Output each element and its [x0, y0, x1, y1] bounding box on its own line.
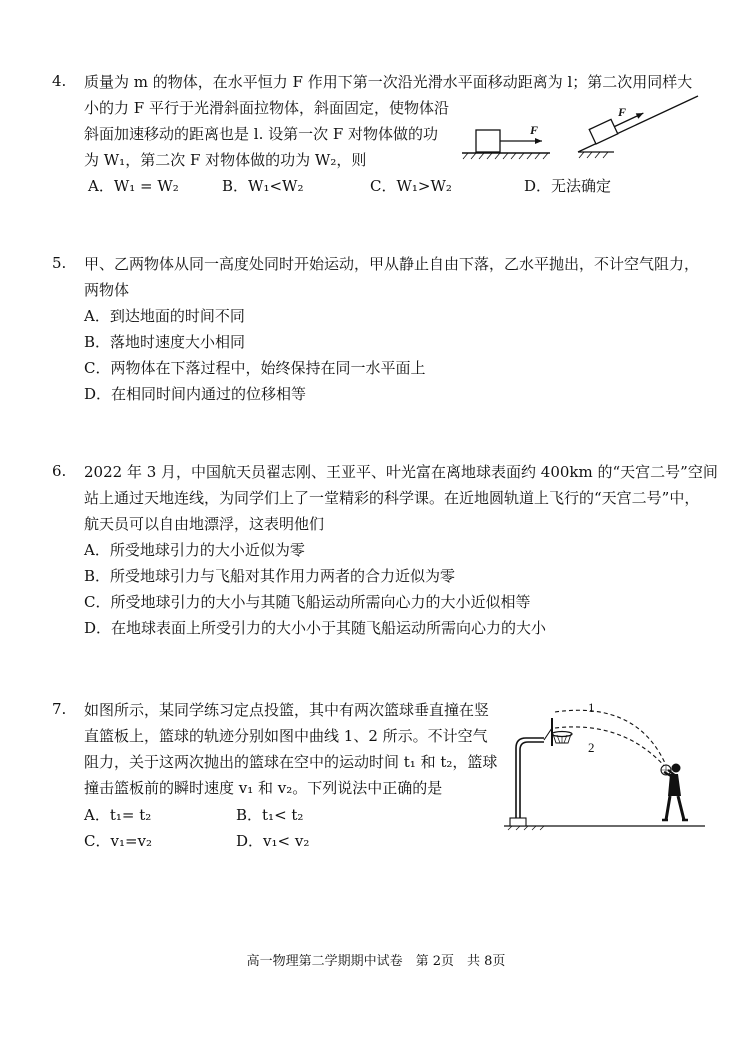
option-d: D．在地球表面上所受引力的大小小于其随飞船运动所需向心力的大小: [84, 619, 547, 637]
option-b: B．所受地球引力与飞船对其作用力两者的合力近似为零: [84, 567, 456, 585]
force-label: F: [530, 123, 539, 137]
question-text-line: 斜面加速移动的距离也是 l. 设第一次 F 对物体做的功: [84, 125, 439, 143]
question-number: 7.: [52, 700, 67, 718]
curve-label-1: 1: [588, 700, 595, 715]
option-c: C．v₁=v₂: [84, 832, 153, 850]
question-text-line: 为 W₁，第二次 F 对物体做的功为 W₂，则: [84, 151, 367, 169]
question-text-line: 甲、乙两物体从同一高度处同时开始运动，甲从静止自由下落，乙水平抛出，不计空气阻力，: [84, 255, 700, 273]
option-d: D．v₁< v₂: [236, 832, 310, 850]
option-b: B．落地时速度大小相同: [84, 333, 246, 351]
page-footer: 高一物理第二学期期中试卷 第 2页 共 8页: [246, 954, 506, 969]
question-number: 5.: [52, 254, 67, 272]
question-text-line: 两物体: [84, 281, 130, 299]
question-text-line: 站上通过天地连线，为同学们上了一堂精彩的科学课。在近地圆轨道上飞行的“天宫二号”中，: [84, 489, 700, 507]
horizontal-force-figure: [460, 118, 555, 160]
question-text-line: 直篮板上，篮球的轨迹分别如图中曲线 1、2 所示。不计空气: [84, 727, 488, 745]
option-a: A．所受地球引力的大小近似为零: [84, 541, 305, 559]
incline-force-figure: [574, 94, 702, 160]
basketball-figure: [500, 690, 710, 830]
force-label: F: [618, 105, 627, 119]
option-c: C．两物体在下落过程中，始终保持在同一水平面上: [84, 359, 426, 377]
option-a: A．t₁= t₂: [84, 806, 152, 824]
option-d: D．在相同时间内通过的位移相等: [84, 385, 307, 403]
question-text-line: 航天员可以自由地漂浮，这表明他们: [84, 515, 325, 533]
question-text-line: 如图所示，某同学练习定点投篮，其中有两次篮球垂直撞在竖: [84, 701, 490, 719]
question-number: 4.: [52, 72, 67, 90]
option-d: D．无法确定: [524, 177, 612, 195]
question-text-line: 小的力 F 平行于光滑斜面拉物体，斜面固定，使物体沿: [84, 99, 449, 117]
question-number: 6.: [52, 462, 67, 480]
option-c: C．所受地球引力的大小与其随飞船运动所需向心力的大小近似相等: [84, 593, 531, 611]
question-text-line: 阻力，关于这两次抛出的篮球在空中的运动时间 t₁ 和 t₂，篮球: [84, 753, 498, 771]
option-c: C．W₁>W₂: [370, 177, 452, 195]
option-b: B．W₁<W₂: [222, 177, 304, 195]
option-a: A．到达地面的时间不同: [84, 307, 245, 325]
question-text-line: 质量为 m 的物体，在水平恒力 F 作用下第一次沿光滑水平面移动距离为 l；第二次用同样大: [84, 73, 693, 91]
option-a: A．W₁ = W₂: [88, 177, 179, 195]
option-b: B．t₁< t₂: [236, 806, 304, 824]
question-text-line: 撞击篮板前的瞬时速度 v₁ 和 v₂。下列说法中正确的是: [84, 779, 443, 797]
question-text-line: 2022 年 3 月，中国航天员翟志刚、王亚平、叶光富在离地球表面约 400km 的“天宫二号”空间: [84, 463, 718, 481]
curve-label-2: 2: [588, 740, 595, 755]
